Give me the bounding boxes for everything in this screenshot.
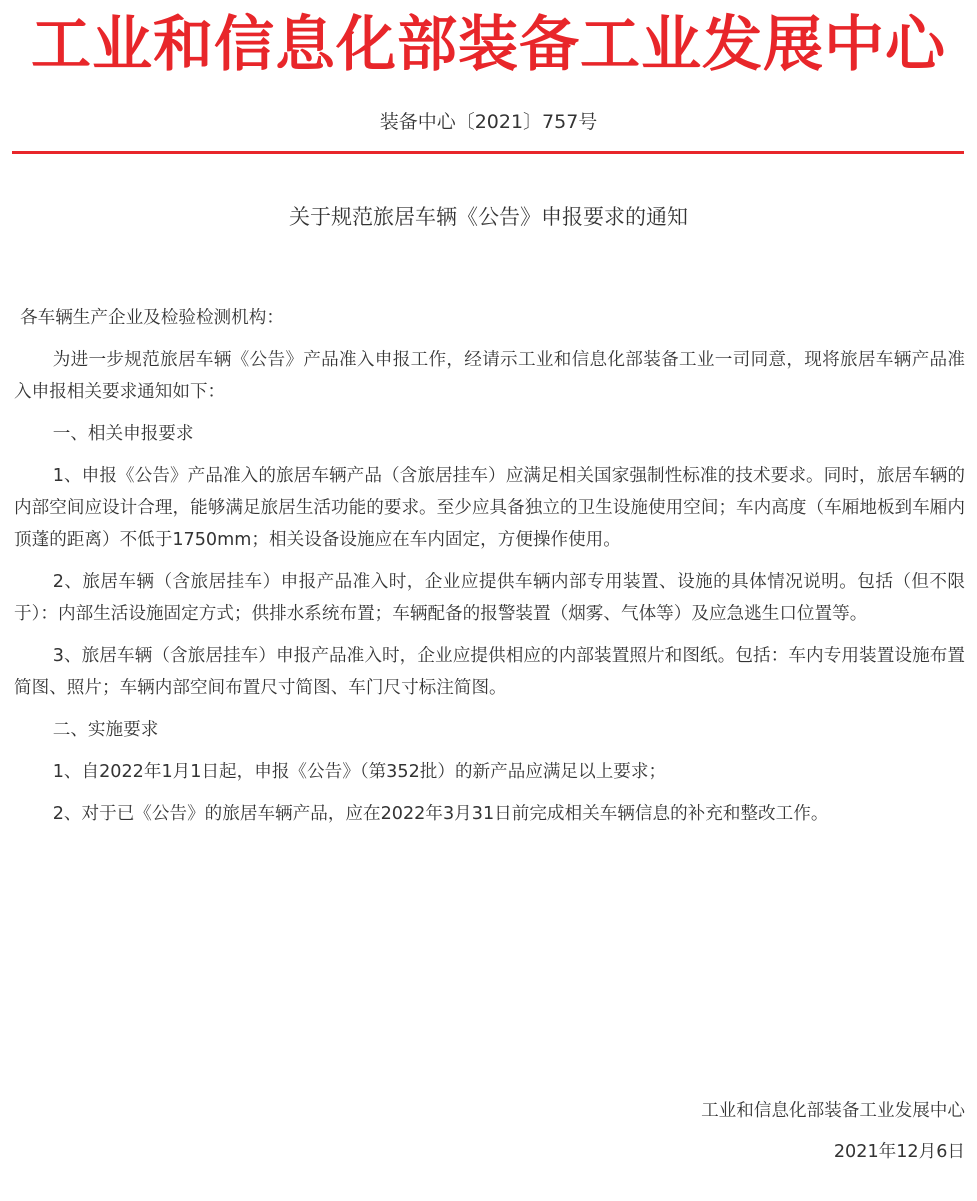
requirement-item-1: 1、申报《公告》产品准入的旅居车辆产品（含旅居挂车）应满足相关国家强制性标准的技术要求。同时，旅居车辆的内部空间应设计合理，能够满足旅居生活功能的要求。至少应具备独立的卫生设施使用空间；车内高度（车厢地板到车厢内顶蓬的距离）不低于1750mm；相关设备设施应在车内固定，方便操作使用。 [14,466,965,550]
section-heading-requirements: 一、相关申报要求 [52,424,194,444]
organization-header: 工业和信息化部装备工业发展中心 [31,10,946,80]
issue-date: 2021年12月6日 [833,1142,965,1162]
intro-paragraph: 为进一步规范旅居车辆《公告》产品准入申报工作，经请示工业和信息化部装备工业一司同意，现将旅居车辆产品准入申报相关要求通知如下： [14,350,965,402]
section-heading-implementation: 二、实施要求 [52,720,159,740]
requirement-item-2: 2、旅居车辆（含旅居挂车）申报产品准入时，企业应提供车辆内部专用装置、设施的具体情况说明。包括（但不限于）：内部生活设施固定方式；供排水系统布置；车辆配备的报警装置（烟雾、气体等）及应急逃生口位置等。 [14,572,965,624]
issuer-name: 工业和信息化部装备工业发展中心 [701,1101,965,1121]
notice-title: 关于规范旅居车辆《公告》申报要求的通知 [289,205,688,229]
notice-body [14,302,965,840]
implementation-item-2: 2、对于已《公告》的旅居车辆产品，应在2022年3月31日前完成相关车辆信息的补充和整改工作。 [52,804,829,824]
signature-block [701,1095,965,1177]
document-number: 装备中心〔2021〕757号 [379,111,598,133]
red-divider-line [12,151,964,154]
requirement-item-3: 3、旅居车辆（含旅居挂车）申报产品准入时，企业应提供相应的内部装置照片和图纸。包括：车内专用装置设施布置简图、照片；车辆内部空间布置尺寸简图、车门尺寸标注简图。 [14,646,965,698]
implementation-item-1: 1、自2022年1月1日起，申报《公告》（第352批）的新产品应满足以上要求； [52,762,667,782]
salutation: 各车辆生产企业及检验检测机构： [20,308,284,328]
